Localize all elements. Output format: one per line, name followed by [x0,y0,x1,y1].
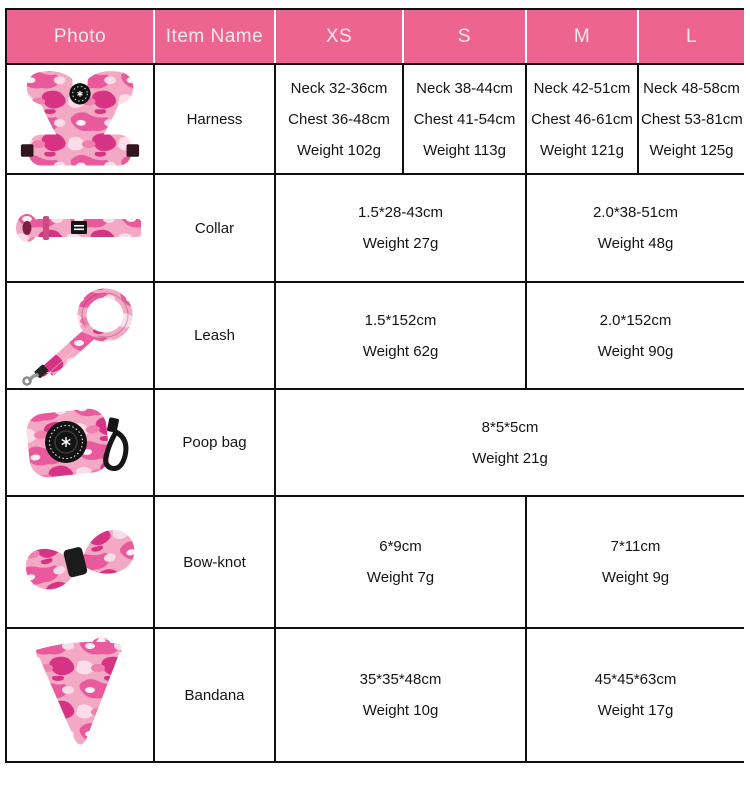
photo-cell-collar [7,174,154,282]
spec-line: Weight 9g [601,569,670,586]
spec-line: 2.0*38-51cm [592,204,679,221]
spec-line: Chest 46-61cm [531,110,633,128]
spec-cell-m-l [526,496,744,628]
bow-knot-photo [14,507,146,617]
spec-line: Neck 42-51cm [533,79,631,97]
spec-cell-s [403,64,526,174]
spec-cell-m-l [526,174,744,282]
spec-cell-xs-s [275,174,526,282]
spec-line: 2.0*152cm [599,311,672,329]
spec-line: Weight 125g [649,141,734,159]
item-name-cell: Bow-knot [154,496,275,628]
spec-line: Weight 121g [540,141,624,159]
spec-line: 1.5*152cm [364,311,437,329]
spec-line: 6*9cm [379,538,422,555]
spec-line: Neck 38-44cm [416,79,513,97]
size-chart-table [7,10,744,761]
spec-line: Weight 48g [597,235,674,252]
table-row-bow-knot [7,496,744,628]
spec-cell-xs-s [275,628,526,761]
spec-line: Weight 90g [597,342,674,360]
spec-line: Weight 113g [423,141,506,159]
table-row-harness [7,64,744,174]
table-row-leash [7,282,744,389]
spec-line: Chest 36-48cm [288,110,390,128]
spec-cell-l [638,64,744,174]
size-chart-frame [5,8,744,763]
item-name-cell: Poop bag [154,389,275,496]
item-name-cell: Harness [154,64,275,174]
header-cell-s: S [403,10,526,64]
photo-cell-poop-bag [7,389,154,496]
spec-cell-m-l [526,628,744,761]
spec-line: 8*5*5cm [481,418,539,436]
table-row-bandana [7,628,744,761]
spec-line: Weight 27g [362,235,439,252]
photo-cell-leash [7,282,154,389]
header-cell-m: M [526,10,638,64]
spec-line: Weight 10g [362,702,439,719]
leash-photo [13,285,147,387]
spec-line: 1.5*28-43cm [357,204,444,221]
item-name-cell: Collar [154,174,275,282]
spec-line: 7*11cm [610,538,661,555]
spec-line: Weight 7g [366,569,435,586]
spec-cell-m [526,64,638,174]
photo-cell-bandana [7,628,154,761]
photo-cell-bow-knot [7,496,154,628]
item-name-cell: Leash [154,282,275,389]
poop-bag-photo [20,396,140,490]
spec-line: Neck 48-58cm [643,79,740,97]
spec-line: Neck 32-36cm [290,79,388,97]
bandana-photo [24,632,136,758]
collar-photo [13,205,147,251]
spec-line: Chest 53-81cm [641,110,743,128]
spec-line: Weight 62g [362,342,439,360]
header-cell-item-name: Item Name [154,10,275,64]
table-row-collar [7,174,744,282]
header-cell-l: L [638,10,744,64]
spec-line: 35*35*48cm [359,671,442,688]
spec-cell-all-sizes [275,389,744,496]
item-name-cell: Bandana [154,628,275,761]
header-cell-photo: Photo [7,10,154,64]
header-cell-xs: XS [275,10,403,64]
spec-cell-xs-s [275,282,526,389]
spec-line: 45*45*63cm [594,671,677,688]
table-row-poop-bag [7,389,744,496]
spec-line: Chest 41-54cm [413,110,516,128]
spec-line: Weight 21g [472,449,548,467]
spec-cell-xs-s [275,496,526,628]
spec-cell-xs [275,64,403,174]
header-row [7,10,744,64]
spec-cell-m-l [526,282,744,389]
spec-line: Weight 102g [297,141,381,159]
spec-line: Weight 17g [597,702,674,719]
harness-photo [17,66,143,172]
photo-cell-harness [7,64,154,174]
